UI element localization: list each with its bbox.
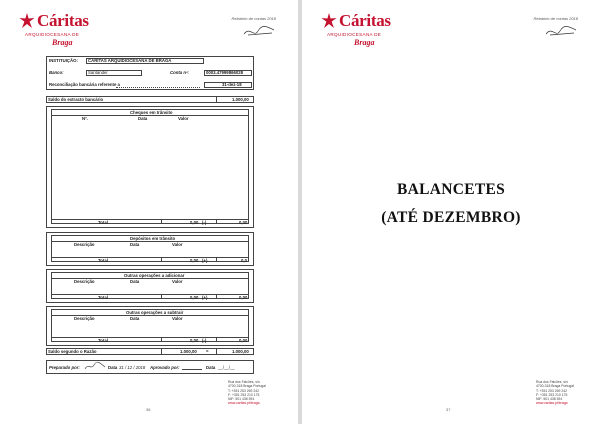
ledger-sign: = (206, 349, 209, 354)
brand-subtitle: ARQUIDIOCESANA DE (327, 32, 382, 37)
other-sub-col-desc: Descrição (74, 315, 95, 321)
bank-value: Santander (88, 70, 108, 75)
divider (51, 294, 249, 295)
approved-date-label: Data (206, 365, 216, 370)
divider (51, 257, 249, 258)
signature-icon (242, 24, 276, 38)
cheques-col-n: Nº. (82, 116, 88, 121)
footer-line: NIF: 501 438 394 (536, 397, 563, 402)
page-number: 36 (146, 407, 151, 412)
cheques-total-value: 0,00 (190, 220, 199, 225)
brand-subtitle: ARQUIDIOCESANA DE (25, 32, 80, 37)
other-sub-col-value: Valor (172, 315, 183, 321)
other-sub-result: 0,00 (239, 338, 248, 343)
footer-line: 4700-318 Braga Portugal (536, 384, 574, 389)
reconciliation-dots (116, 87, 200, 88)
approved-date-value: __/__/__ (218, 365, 235, 370)
divider (51, 219, 249, 220)
institution-value: CARITAS ARQUIDIOCESANA DE BRAGA (88, 58, 172, 63)
other-sub-total-label: Total (98, 338, 108, 343)
cheques-result: 0,00 (239, 220, 248, 225)
ledger-value: 1.000,00 (180, 349, 197, 354)
signature-icon (544, 24, 578, 38)
cheques-col-value: Valor (178, 116, 189, 121)
other-add-sign: (+) (202, 295, 208, 300)
ledger-label: Saldo segundo o Razão (48, 349, 97, 354)
divider (216, 294, 217, 299)
divider (161, 348, 162, 355)
caritas-cross-icon (320, 12, 338, 30)
divider (51, 337, 249, 338)
divider (216, 219, 217, 224)
bank-label: Banco: (49, 70, 64, 75)
divider (161, 257, 162, 262)
brand-name: Cáritas (37, 11, 89, 30)
footer-line: T: +351 253 269 242 (536, 388, 568, 393)
other-sub-col-date: Data (130, 315, 140, 321)
deposits-col-date: Data (130, 241, 140, 247)
footer-line: 4700-318 Braga Portugal (228, 384, 266, 389)
divider (216, 96, 217, 103)
prepared-date-label: Data (108, 365, 118, 370)
footer-address (536, 380, 574, 406)
bank-balance-value: 1.000,00 (232, 97, 249, 102)
other-sub-sign: (-) (202, 338, 207, 343)
deposits-col-value: Valor (172, 241, 183, 247)
other-add-total-value: 0,00 (190, 295, 199, 300)
divider (182, 369, 202, 370)
report-title: Relatório de contas 2018 (231, 16, 276, 21)
other-add-col-desc: Descrição (74, 278, 95, 284)
prepared-date-value: 31 / 12 / 2018 (119, 365, 146, 370)
reconciliation-date: 31-dez-18 (222, 82, 242, 87)
ledger-result: 1.000,00 (232, 349, 249, 354)
other-sub-total-value: 0,00 (190, 338, 199, 343)
bank-balance-label: Saldo do extracto bancário (48, 97, 104, 102)
institution-label: INSTITUIÇÃO: (49, 58, 78, 63)
cheques-title: Cheques em trânsito (130, 110, 173, 115)
other-add-total-label: Total (98, 295, 108, 300)
other-sub-title: Outras operações a subtrair (126, 310, 184, 315)
other-add-title: Outras operações a adicionar (124, 273, 185, 278)
deposits-total-label: Total (98, 258, 108, 263)
divider (216, 337, 217, 342)
footer-website[interactable]: www.caritas.pt/braga (228, 401, 260, 406)
other-add-col-date: Data (130, 278, 140, 284)
footer-line: T: +351 253 269 242 (228, 388, 260, 393)
report-title: Relatório de contas 2018 (533, 16, 578, 21)
deposits-result: 0,0 (241, 258, 247, 263)
caritas-cross-icon (18, 12, 36, 30)
footer-line: F: +351 253 210 175 (228, 392, 260, 397)
section-heading: BALANCETES (396, 181, 506, 198)
divider (51, 115, 249, 116)
deposits-total-value: 0,00 (190, 258, 199, 263)
divider (216, 257, 217, 262)
footer-line: Rua dos Falcões, s/n (536, 380, 568, 384)
brand-city: Braga (52, 38, 73, 47)
caritas-logo (18, 10, 98, 46)
left-page (0, 0, 298, 424)
cheques-col-date: Data (138, 116, 148, 121)
divider (161, 337, 162, 342)
divider (161, 219, 162, 224)
footer-address (228, 380, 266, 406)
page-number: 37 (446, 407, 451, 412)
divider (161, 294, 162, 299)
other-add-col-value: Valor (172, 278, 183, 284)
account-value: 0003.47999866028 (206, 70, 244, 75)
footer-line: NIF: 501 438 394 (228, 397, 255, 402)
footer-line: Rua dos Falcões, s/n (228, 380, 260, 384)
footer-line: F: +351 253 210 175 (536, 392, 568, 397)
right-page (302, 0, 600, 424)
prepared-signature-icon (84, 361, 106, 371)
deposits-sign: (+) (202, 258, 208, 263)
cheques-table (51, 109, 249, 224)
section-subheading: (ATÉ DEZEMBRO) (381, 209, 521, 226)
caritas-logo (320, 10, 400, 46)
approved-label: Aprovado por: (150, 365, 180, 370)
other-add-result: 0,00 (239, 295, 248, 300)
prepared-label: Preparado por: (49, 365, 80, 370)
divider (216, 348, 217, 355)
reconciliation-label: Reconciliação bancária referente a (49, 82, 120, 87)
brand-name: Cáritas (339, 11, 391, 30)
account-label: Conta nº: (170, 70, 189, 75)
deposits-col-desc: Descrição (74, 241, 95, 247)
deposits-title: Depósitos em trânsito (130, 236, 176, 241)
cheques-total-label: Total (98, 220, 108, 225)
footer-website[interactable]: www.caritas.pt/braga (536, 401, 568, 406)
brand-city: Braga (354, 38, 375, 47)
cheques-sign: (-) (202, 220, 207, 225)
